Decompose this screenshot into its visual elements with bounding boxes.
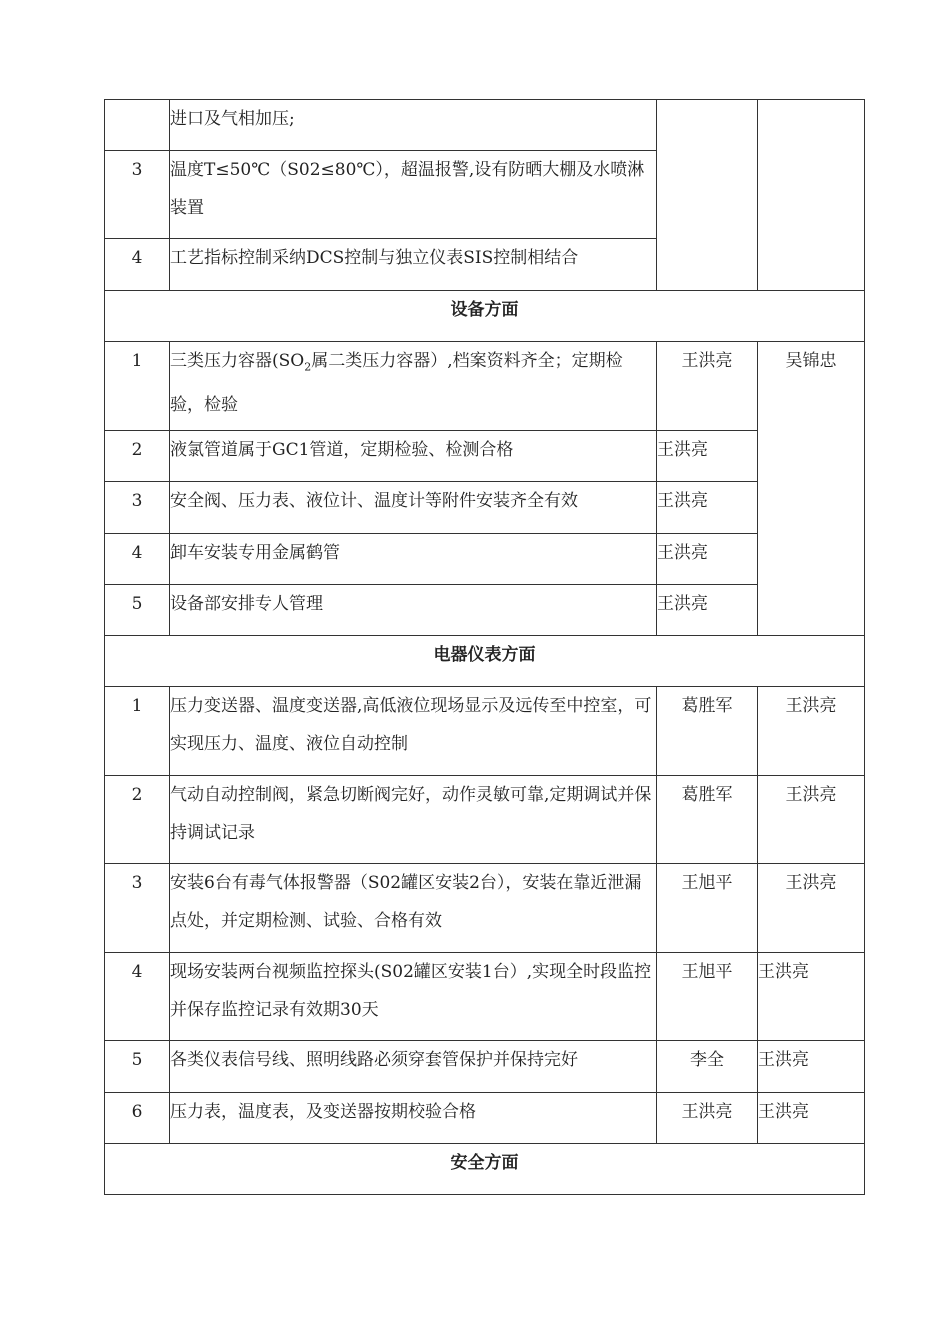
section-title-equipment: 设备方面 — [105, 291, 865, 342]
table-row — [105, 864, 865, 953]
section-title-safety: 安全方面 — [105, 1144, 865, 1195]
section-header-row — [105, 291, 865, 342]
table-row — [105, 482, 865, 534]
section-title-instruments: 电器仪表方面 — [105, 636, 865, 687]
measure-text: 卸车安装专用金属鹤管 — [170, 534, 657, 585]
table-row — [105, 953, 865, 1041]
responsible-cell — [657, 100, 758, 291]
table-row — [105, 585, 865, 636]
responsible-person: 王旭平 — [657, 953, 758, 1041]
measure-text: 液氯管道属于GC1管道，定期检验、检测合格 — [170, 431, 657, 482]
measure-text: 工艺指标控制采纳DCS控制与独立仪表SIS控制相结合 — [170, 239, 657, 291]
row-number: 3 — [105, 482, 170, 534]
measure-text: 现场安装两台视频监控探头(S02罐区安装1台）,实现全时段监控并保存监控记录有效期30天 — [170, 953, 657, 1041]
responsible-person: 王洪亮 — [657, 342, 758, 431]
section-header-row — [105, 1144, 865, 1195]
responsible-person: 王洪亮 — [657, 431, 758, 482]
table-row — [105, 687, 865, 776]
row-number: 2 — [105, 776, 170, 864]
supervisor: 王洪亮 — [758, 953, 865, 1041]
responsible-person: 葛胜军 — [657, 776, 758, 864]
measure-text: 安装6台有毒气体报警器（S02罐区安装2台），安装在靠近泄漏点处，并定期检测、试验、合格有效 — [170, 864, 657, 953]
measure-text: 温度T≤50℃（S02≤80℃），超温报警,设有防晒大棚及水喷淋装置 — [170, 151, 657, 239]
measure-text: 压力表，温度表，及变送器按期校验合格 — [170, 1093, 657, 1144]
supervisor: 王洪亮 — [758, 1093, 865, 1144]
row-number: 1 — [105, 687, 170, 776]
responsible-person: 王旭平 — [657, 864, 758, 953]
measure-text: 三类压力容器($SO_2$属二类压力容器）,档案资料齐全；定期检验，检验 — [170, 342, 657, 431]
measure-text: 压力变送器、温度变送器,高低液位现场显示及远传至中控室，可实现压力、温度、液位自动控制 — [170, 687, 657, 776]
supervisor: 王洪亮 — [758, 1041, 865, 1093]
table-row — [105, 342, 865, 431]
responsible-person: 王洪亮 — [657, 482, 758, 534]
responsible-person: 葛胜军 — [657, 687, 758, 776]
measure-text: 安全阀、压力表、液位计、温度计等附件安装齐全有效 — [170, 482, 657, 534]
row-number: 6 — [105, 1093, 170, 1144]
table-row — [105, 1093, 865, 1144]
supervisor: 吴锦忠 — [758, 342, 865, 636]
safety-measures-table — [104, 99, 865, 1195]
row-number: 4 — [105, 534, 170, 585]
row-number: 2 — [105, 431, 170, 482]
responsible-person: 李全 — [657, 1041, 758, 1093]
supervisor: 王洪亮 — [758, 687, 865, 776]
table-row — [105, 776, 865, 864]
section-header-row — [105, 636, 865, 687]
row-number: 1 — [105, 342, 170, 431]
table-row — [105, 100, 865, 151]
table-row — [105, 534, 865, 585]
supervisor-cell — [758, 100, 865, 291]
row-number: 4 — [105, 953, 170, 1041]
responsible-person: 王洪亮 — [657, 1093, 758, 1144]
row-number: 4 — [105, 239, 170, 291]
supervisor: 王洪亮 — [758, 776, 865, 864]
row-number: 3 — [105, 151, 170, 239]
measure-text: 进口及气相加压; — [170, 100, 657, 151]
row-number: 5 — [105, 585, 170, 636]
table-row — [105, 1041, 865, 1093]
measure-text: 气动自动控制阀，紧急切断阀完好，动作灵敏可靠,定期调试并保持调试记录 — [170, 776, 657, 864]
measure-text: 各类仪表信号线、照明线路必须穿套管保护并保持完好 — [170, 1041, 657, 1093]
supervisor: 王洪亮 — [758, 864, 865, 953]
row-number: 5 — [105, 1041, 170, 1093]
measure-text: 设备部安排专人管理 — [170, 585, 657, 636]
responsible-person: 王洪亮 — [657, 585, 758, 636]
row-number — [105, 100, 170, 151]
responsible-person: 王洪亮 — [657, 534, 758, 585]
row-number: 3 — [105, 864, 170, 953]
table-row — [105, 431, 865, 482]
